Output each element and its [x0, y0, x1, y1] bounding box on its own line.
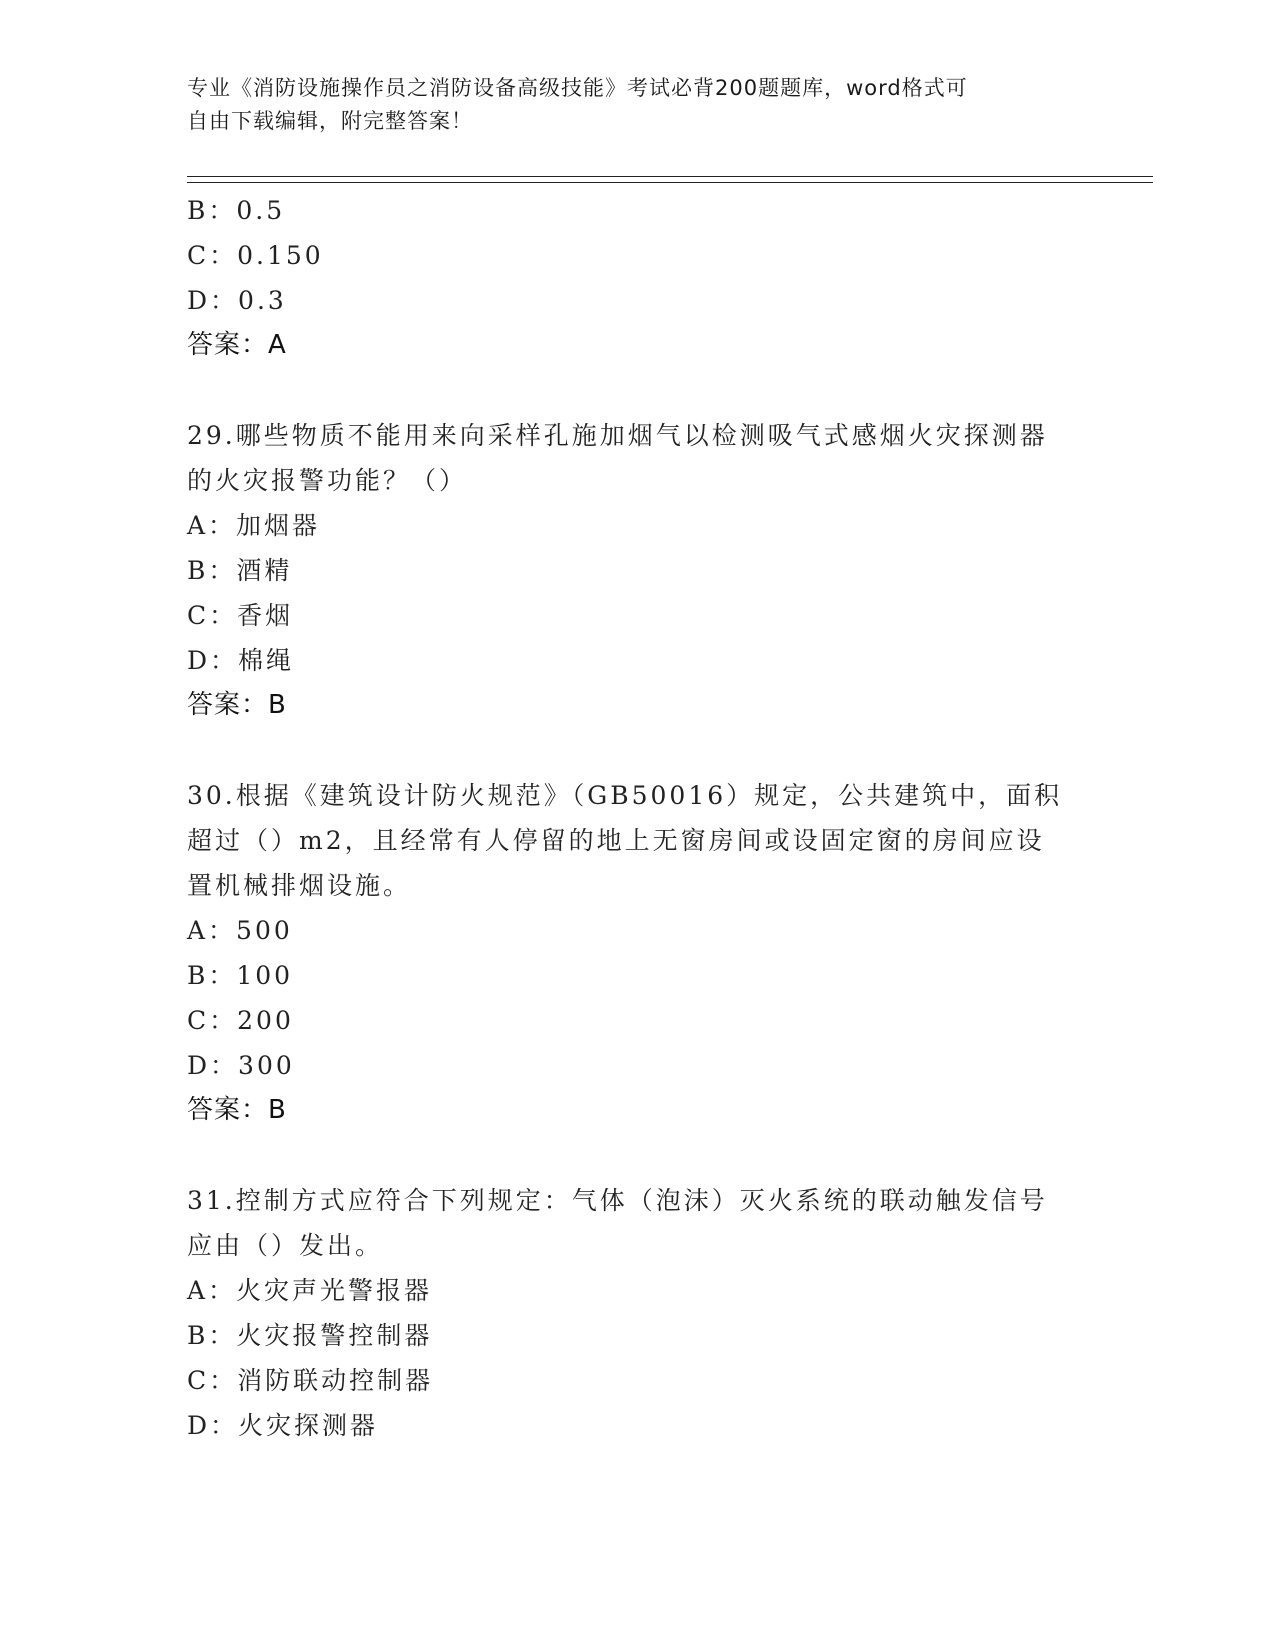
document-header [187, 72, 1087, 138]
option-c: C：消防联动控制器 [187, 1366, 434, 1395]
question-28-continued [187, 188, 1087, 368]
option-d: D：300 [187, 1051, 295, 1080]
option-c: C：0.150 [187, 241, 324, 270]
spacer [187, 728, 1087, 773]
answer-line: 答案：B [187, 1095, 287, 1125]
option-b: B：酒精 [187, 556, 293, 585]
option-d: D：棉绳 [187, 646, 295, 675]
question-30 [187, 773, 1087, 1133]
option-d: D：火灾探测器 [187, 1411, 379, 1440]
option-d: D：0.3 [187, 286, 287, 315]
header-rule-bottom [187, 182, 1153, 183]
header-line-2: 自由下载编辑，附完整答案！ [187, 109, 473, 133]
answer-line: 答案：A [187, 330, 287, 360]
option-c: C：香烟 [187, 601, 294, 630]
header-rule-top [187, 176, 1153, 177]
option-c: C：200 [187, 1006, 294, 1035]
option-b: B：火灾报警控制器 [187, 1321, 433, 1350]
question-text-line: 超过（）m2，且经常有人停留的地上无窗房间或设固定窗的房间应设 [187, 826, 1045, 855]
spacer [187, 368, 1087, 413]
option-b: B：100 [187, 961, 294, 990]
option-a: A：500 [187, 916, 293, 945]
header-line-1: 专业《消防设施操作员之消防设备高级技能》考试必背200题题库，word格式可 [187, 76, 968, 100]
question-text-line: 31.控制方式应符合下列规定：气体（泡沫）灭火系统的联动触发信号 [187, 1186, 1048, 1215]
question-text-line: 30.根据《建筑设计防火规范》（GB50016）规定，公共建筑中，面积 [187, 781, 1063, 810]
question-text-line: 置机械排烟设施。 [187, 871, 412, 900]
question-list [187, 188, 1087, 1448]
question-29 [187, 413, 1087, 728]
option-a: A：火灾声光警报器 [187, 1276, 433, 1305]
answer-line: 答案：B [187, 690, 287, 720]
spacer [187, 1133, 1087, 1178]
option-b: B：0.5 [187, 196, 286, 225]
question-text-line: 29.哪些物质不能用来向采样孔施加烟气以检测吸气式感烟火灾探测器 [187, 421, 1048, 450]
option-a: A：加烟器 [187, 511, 321, 540]
question-31 [187, 1178, 1087, 1448]
question-text-line: 应由（）发出。 [187, 1231, 384, 1260]
question-text-line: 的火灾报警功能？（） [187, 466, 468, 495]
